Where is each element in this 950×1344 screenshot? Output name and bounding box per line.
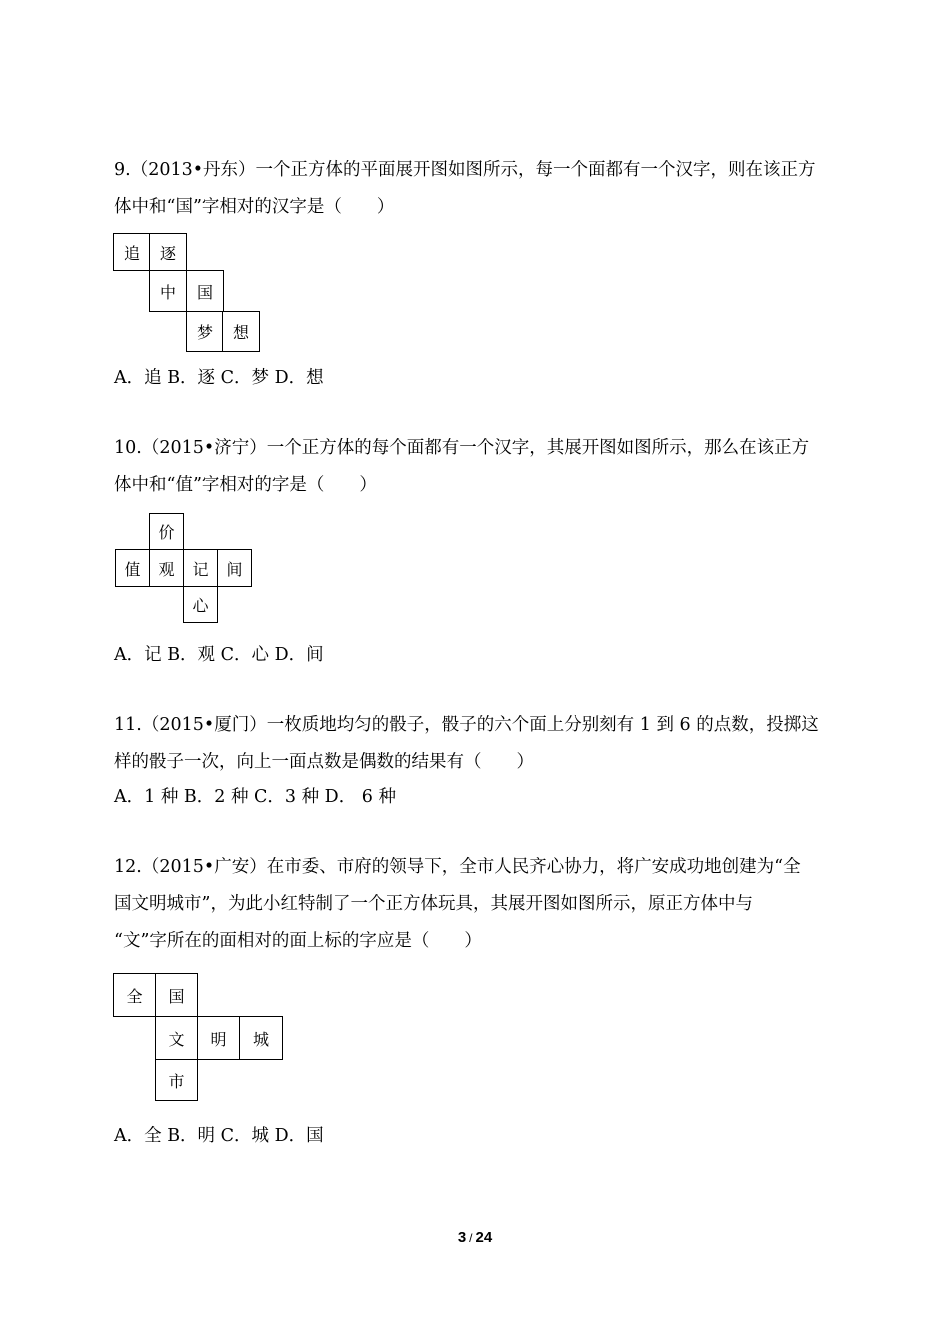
q12-net-cell: 国: [155, 973, 198, 1017]
page-number: [0, 1229, 950, 1246]
q9-net-cell: 追: [113, 233, 151, 271]
q9-net-cell: 国: [186, 270, 224, 312]
q11-stem-line1: 11.（2015•厦门）一枚质地均匀的骰子，骰子的六个面上分别刻有 1 到 6 的点数，投掷这: [114, 715, 819, 735]
q9-stem-line1: 9.（2013•丹东）一个正方体的平面展开图如图所示，每一个面都有一个汉字，则在该正方: [114, 160, 816, 180]
q11-options: A．1 种 B．2 种 C．3 种 D． 6 种: [114, 787, 396, 807]
q10-options: A．记 B．观 C．心 D．间: [114, 645, 324, 665]
q12-options: A．全 B．明 C．城 D．国: [114, 1126, 324, 1146]
q12-net-cell: 城: [239, 1016, 283, 1060]
q10-net-cell: 价: [149, 513, 184, 550]
q10-net-cell: 值: [115, 549, 150, 587]
q11-stem-line2: 样的骰子一次，向上一面点数是偶数的结果有（ ）: [114, 752, 534, 772]
q9-options: A．追 B．逐 C．梦 D．想: [114, 368, 324, 388]
page-current: 3: [457, 1229, 467, 1246]
q10-net-cell: 观: [149, 549, 184, 587]
q9-net-cell: 中: [149, 270, 187, 312]
q12-net-cell: 文: [155, 1016, 198, 1060]
q10-stem-line2: 体中和“值”字相对的字是（ ）: [114, 475, 377, 495]
q12-net-cell: 全: [113, 973, 156, 1017]
q12-stem-line1: 12.（2015•广安）在市委、市府的领导下，全市人民齐心协力，将广安成功地创建为“全: [114, 857, 801, 877]
q12-stem-line2: 国文明城市”，为此小红特制了一个正方体玩具，其展开图如图所示，原正方体中与: [114, 894, 753, 914]
q9-stem-line2: 体中和“国”字相对的汉字是（ ）: [114, 197, 395, 217]
q9-net-cell: 梦: [186, 311, 224, 352]
q9-net-cell: 逐: [149, 233, 187, 271]
q10-net-cell: 记: [183, 549, 218, 587]
q10-stem-line1: 10.（2015•济宁）一个正方体的每个面都有一个汉字，其展开图如图所示，那么在该正方: [114, 438, 810, 458]
q10-net-cell: 间: [217, 549, 252, 587]
q9-net-cell: 想: [222, 311, 260, 352]
page-separator: /: [469, 1231, 473, 1245]
q12-net-cell: 市: [155, 1059, 198, 1101]
q10-net-cell: 心: [183, 586, 218, 623]
q12-stem-line3: “文”字所在的面相对的面上标的字应是（ ）: [114, 931, 482, 951]
page-total: 24: [475, 1229, 493, 1246]
q12-net-cell: 明: [197, 1016, 240, 1060]
